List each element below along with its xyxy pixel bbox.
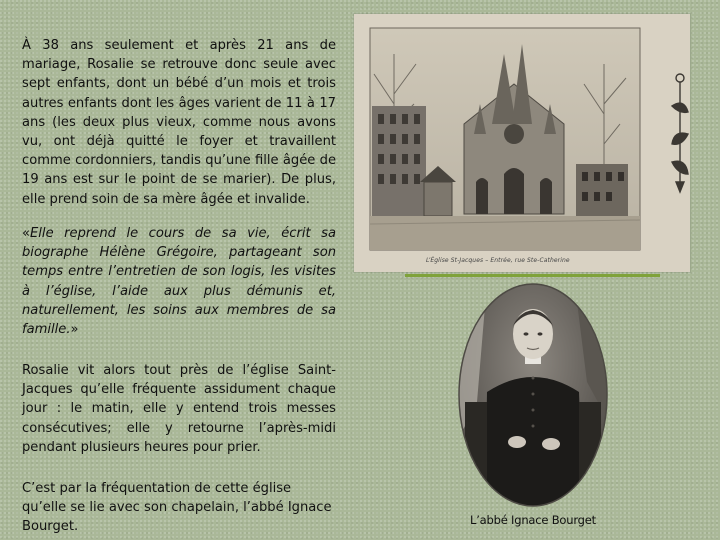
paragraph-quote — [22, 224, 336, 339]
quote-open: « — [22, 226, 31, 241]
portrait-caption: L’abbé Ignace Bourget — [470, 513, 596, 527]
portrait-illustration — [457, 282, 609, 509]
quote-close: » — [70, 322, 79, 338]
paragraph-chaplain: C’est par la fréquentation de cette église qu’elle se lie avec son chapelain, l’abbé Ignace Bourget. — [22, 481, 332, 535]
church-photo — [354, 14, 690, 272]
divider-rule — [405, 274, 660, 277]
church-photo-caption: L’Église St-Jacques – Entrée, rue Ste-Catherine — [426, 257, 570, 264]
church-illustration — [354, 14, 690, 272]
paragraph-widowhood: À 38 ans seulement et après 21 ans de mariage, Rosalie se retrouve donc seule avec sept enfants, dont un bébé d’un mois et trois autres enfants dont les âges varient de 11 à 17 ans (les deux plus vieux, comme nous avons vu, ont déjà quitté le foyer et travaillent comme cordonniers, tandis qu’une fille âgée de 19 ans est sur le point de se marier). De plus, elle prend soin de sa mère âgée et invalide. — [22, 38, 336, 207]
portrait-photo — [457, 282, 609, 509]
paragraph-saint-jacques: Rosalie vit alors tout près de l’église Saint-Jacques qu’elle fréquente assidument chaque jour : le matin, elle y entend trois messes consécutives; elle y retourne l’après-midi pendant plusieurs heures pour prier. — [22, 363, 336, 455]
quote-body: Elle reprend le cours de sa vie, écrit sa biographe Hélène Grégoire, partageant son temps entre l’entretien de son logis, les visites à l’église, l’aide aux plus démunis et, naturellement, les soins aux membres de sa famille. — [22, 226, 336, 338]
